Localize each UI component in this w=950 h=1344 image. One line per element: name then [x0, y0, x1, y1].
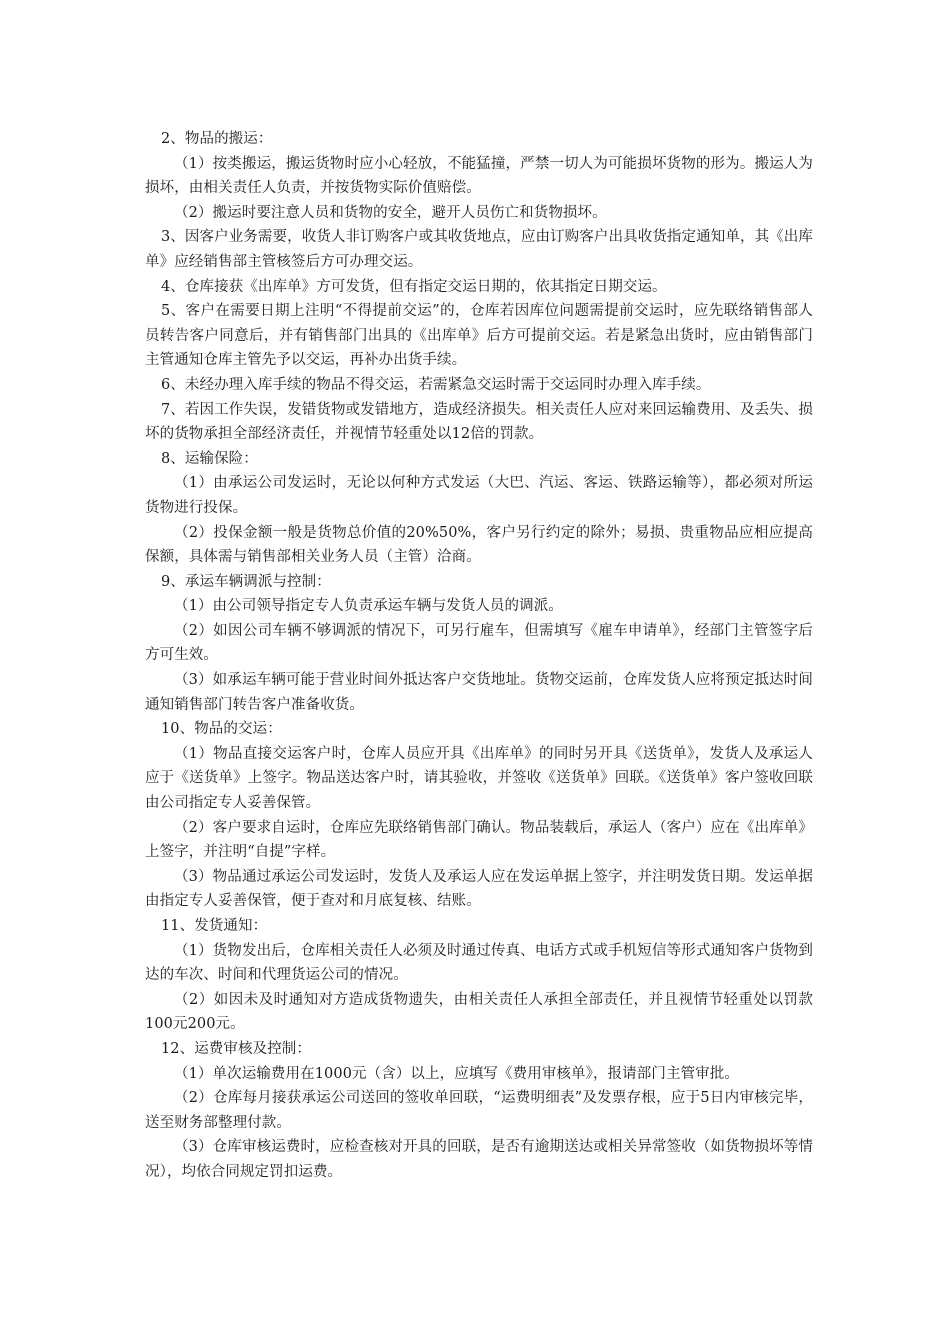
- section-paragraph: 7、若因工作失误，发错货物或发错地方，造成经济损失。相关责任人应对来回运输费用、及丢失、损坏的货物承担全部经济责任，并视情节轻重处以12倍的罚款。: [145, 401, 813, 443]
- list-item-paragraph: （2）如因未及时通知对方造成货物遗失，由相关责任人承担全部责任，并且视情节轻重处以罚款100元200元。: [145, 991, 813, 1033]
- list-item-paragraph: （2）如因公司车辆不够调派的情况下，可另行雇车，但需填写《雇车申请单》，经部门主管签字后方可生效。: [145, 622, 813, 664]
- section-paragraph: 12、运费审核及控制：: [160, 1040, 311, 1057]
- list-item-paragraph: （2）投保金额一般是货物总价值的20%50%，客户另行约定的除外；易损、贵重物品应相应提高保额，具体需与销售部相关业务人员（主管）洽商。: [145, 524, 813, 566]
- list-item-paragraph: （2）搬运时要注意人员和货物的安全，避开人员伤亡和货物损坏。: [174, 204, 607, 221]
- list-item-paragraph: （1）由承运公司发运时，无论以何种方式发运（大巴、汽运、客运、铁路运输等），都必须对所运货物进行投保。: [145, 475, 813, 516]
- section-paragraph: 9、承运车辆调派与控制：: [160, 573, 331, 590]
- list-item-paragraph: （3）物品通过承运公司发运时，发货人及承运人应在发运单据上签字，并注明发货日期。发运单据由指定专人妥善保管，便于查对和月底复核、结账。: [145, 868, 813, 910]
- list-item-paragraph: （2）客户要求自运时，仓库应先联络销售部门确认。物品装载后，承运人（客户）应在《出库单》上签字，并注明“自提”字样。: [145, 819, 813, 861]
- list-item-paragraph: （2）仓库每月接获承运公司送回的签收单回联，“运费明细表”及发票存根，应于5日内审核完毕，送至财务部整理付款。: [145, 1090, 813, 1131]
- list-item-paragraph: （1）由公司领导指定专人负责承运车辆与发货人员的调派。: [174, 598, 563, 615]
- document-body: [145, 127, 813, 1185]
- section-paragraph: 3、因客户业务需要，收货人非订购客户或其收货地点，应由订购客户出具收货指定通知单，其《出库单》应经销售部主管核签后方可办理交运。: [145, 229, 813, 270]
- list-item-paragraph: （1）按类搬运，搬运货物时应小心轻放，不能猛撞，严禁一切人为可能损坏货物的形为。搬运人为损坏，由相关责任人负责，并按货物实际价值赔偿。: [145, 155, 813, 197]
- section-paragraph: 5、客户在需要日期上注明“不得提前交运”的，仓库若因库位问题需提前交运时，应先联络销售部人员转告客户同意后，并有销售部门出具的《出库单》后方可提前交运。若是紧急出货时，应由销售部门主管通知仓库主管先予以交运，再补办出货手续。: [145, 303, 813, 369]
- section-paragraph: 6、未经办理入库手续的物品不得交运，若需紧急交运时需于交运同时办理入库手续。: [160, 376, 711, 393]
- list-item-paragraph: （1）货物发出后，仓库相关责任人必须及时通过传真、电话方式或手机短信等形式通知客户货物到达的车次、时间和代理货运公司的情况。: [145, 942, 813, 984]
- list-item-paragraph: （3）如承运车辆可能于营业时间外抵达客户交货地址。货物交运前，仓库发货人应将预定抵达时间通知销售部门转告客户准备收货。: [145, 672, 813, 713]
- list-item-paragraph: （3）仓库审核运费时，应检查核对开具的回联，是否有逾期送达或相关异常签收（如货物损坏等情况），均依合同规定罚扣运费。: [145, 1139, 813, 1180]
- section-paragraph: 4、仓库接获《出库单》方可发货，但有指定交运日期的，依其指定日期交运。: [160, 278, 667, 295]
- list-item-paragraph: （1）物品直接交运客户时，仓库人员应开具《出库单》的同时另开具《送货单》，发货人及承运人应于《送货单》上签字。物品送达客户时，请其验收，并签收《送货单》回联。《送货单》客户签收回联由公司指定专人妥善保管。: [145, 745, 813, 812]
- list-item-paragraph: （1）单次运输费用在1000元（含）以上，应填写《费用审核单》，报请部门主管审批。: [174, 1065, 739, 1082]
- section-paragraph: 10、物品的交运：: [160, 721, 282, 738]
- section-paragraph: 8、运输保险：: [160, 450, 258, 467]
- section-paragraph: 11、发货通知：: [160, 918, 268, 934]
- section-paragraph: 2、物品的搬运：: [160, 131, 273, 147]
